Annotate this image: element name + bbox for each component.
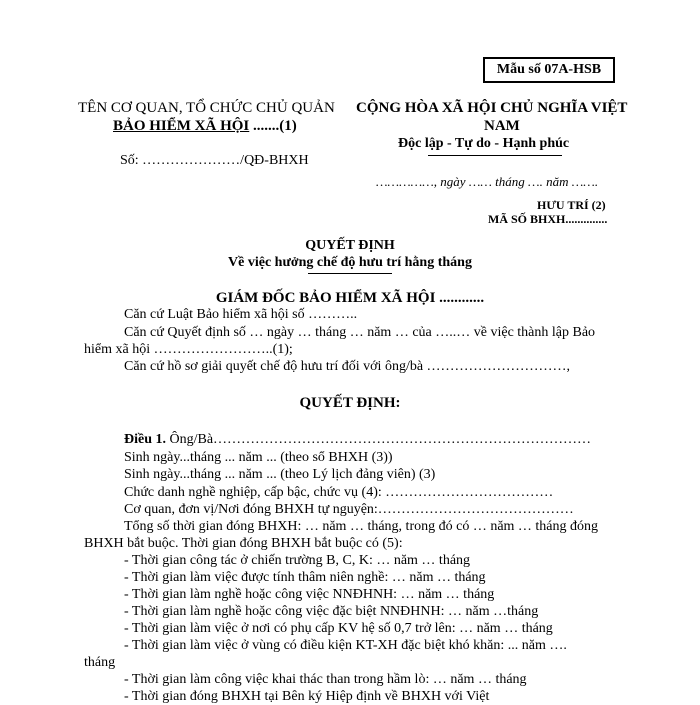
motto: Độc lập - Tự do - Hạnh phúc bbox=[398, 136, 570, 151]
article-1-person: Ông/Bà……………………………………………………………………… bbox=[166, 432, 592, 447]
article-line: Sinh ngày...tháng ... năm ... (theo Lý lịch đảng viên) (3) bbox=[124, 467, 436, 482]
article-1-heading bbox=[124, 432, 591, 448]
document-title: QUYẾT ĐỊNH bbox=[305, 238, 395, 253]
date-line: ……………, ngày …… tháng …. năm ……. bbox=[376, 174, 599, 189]
article-line: - Thời gian làm việc ở vùng có điều kiện KT-XH đặc biệt khó khăn: ... năm …. bbox=[124, 638, 567, 653]
article-line: - Thời gian đóng BHXH tại Bên ký Hiệp định về BHXH với Việt bbox=[124, 689, 490, 704]
article-line: Chức danh nghề nghiệp, cấp bậc, chức vụ (4): ……………………………… bbox=[124, 485, 554, 500]
article-line: tháng bbox=[84, 655, 116, 670]
document-number: Số: …………………/QĐ-BHXH bbox=[120, 153, 309, 168]
article-line: - Thời gian công tác ở chiến trường B, C, K: … năm … tháng bbox=[124, 553, 471, 568]
motto-underline bbox=[428, 155, 562, 156]
agency-name bbox=[113, 118, 297, 135]
article-line: Tổng số thời gian đóng BHXH: … năm … tháng, trong đó có … năm … tháng đóng bbox=[124, 519, 599, 534]
document-subtitle: Về việc hưởng chế độ hưu trí hằng tháng bbox=[228, 255, 472, 270]
article-line: BHXH bắt buộc. Thời gian đóng BHXH bắt buộc có (5): bbox=[84, 536, 403, 551]
agency-name-suffix: .......(1) bbox=[249, 118, 297, 134]
article-line: - Thời gian làm việc ở nơi có phụ cấp KV hệ số 0,7 trở lên: … năm … tháng bbox=[124, 621, 553, 636]
preamble-line: Căn cứ hồ sơ giải quyết chế độ hưu trí đối với ông/bà …………………………, bbox=[124, 359, 571, 374]
article-line: Cơ quan, đơn vị/Nơi đóng BHXH tự nguyện:…………………………………… bbox=[124, 502, 574, 517]
preamble-line: hiểm xã hội ……………………..(1); bbox=[84, 342, 293, 357]
preamble-line: Căn cứ Luật Bảo hiểm xã hội số ……….. bbox=[124, 307, 358, 322]
director-heading: GIÁM ĐỐC BẢO HIỂM XÃ HỘI ............ bbox=[215, 290, 485, 306]
nation-title-line1: CỘNG HÒA XÃ HỘI CHỦ NGHĨA VIỆT bbox=[356, 100, 628, 116]
article-line: - Thời gian làm việc được tính thâm niên nghề: … năm … tháng bbox=[124, 570, 486, 585]
subtitle-underline bbox=[308, 273, 392, 274]
article-line: - Thời gian làm công việc khai thác than trong hầm lò: … năm … tháng bbox=[124, 672, 527, 687]
nation-title-line2: NAM bbox=[484, 118, 520, 134]
preamble-line: Căn cứ Quyết định số … ngày … tháng … năm … của …..… về việc thành lập Bảo bbox=[124, 325, 596, 340]
article-line: Sinh ngày...tháng ... năm ... (theo sổ BHXH (3)) bbox=[124, 450, 393, 465]
article-1-label: Điều 1. bbox=[124, 432, 166, 447]
article-line: - Thời gian làm nghề hoặc công việc đặc biệt NNĐHNH: … năm …tháng bbox=[124, 604, 539, 619]
decide-heading: QUYẾT ĐỊNH: bbox=[299, 395, 401, 411]
pension-label: HƯU TRÍ (2) bbox=[537, 198, 606, 212]
agency-parent-name: TÊN CƠ QUAN, TỔ CHỨC CHỦ QUẢN bbox=[78, 100, 335, 116]
insurance-code-label: MÃ SỐ BHXH.............. bbox=[488, 212, 608, 226]
form-code-box: Mẫu số 07A-HSB bbox=[483, 57, 615, 83]
agency-name-underlined: BẢO HIỂM XÃ HỘI bbox=[113, 118, 250, 134]
article-line: - Thời gian làm nghề hoặc công việc NNĐHNH: … năm … tháng bbox=[124, 587, 495, 602]
